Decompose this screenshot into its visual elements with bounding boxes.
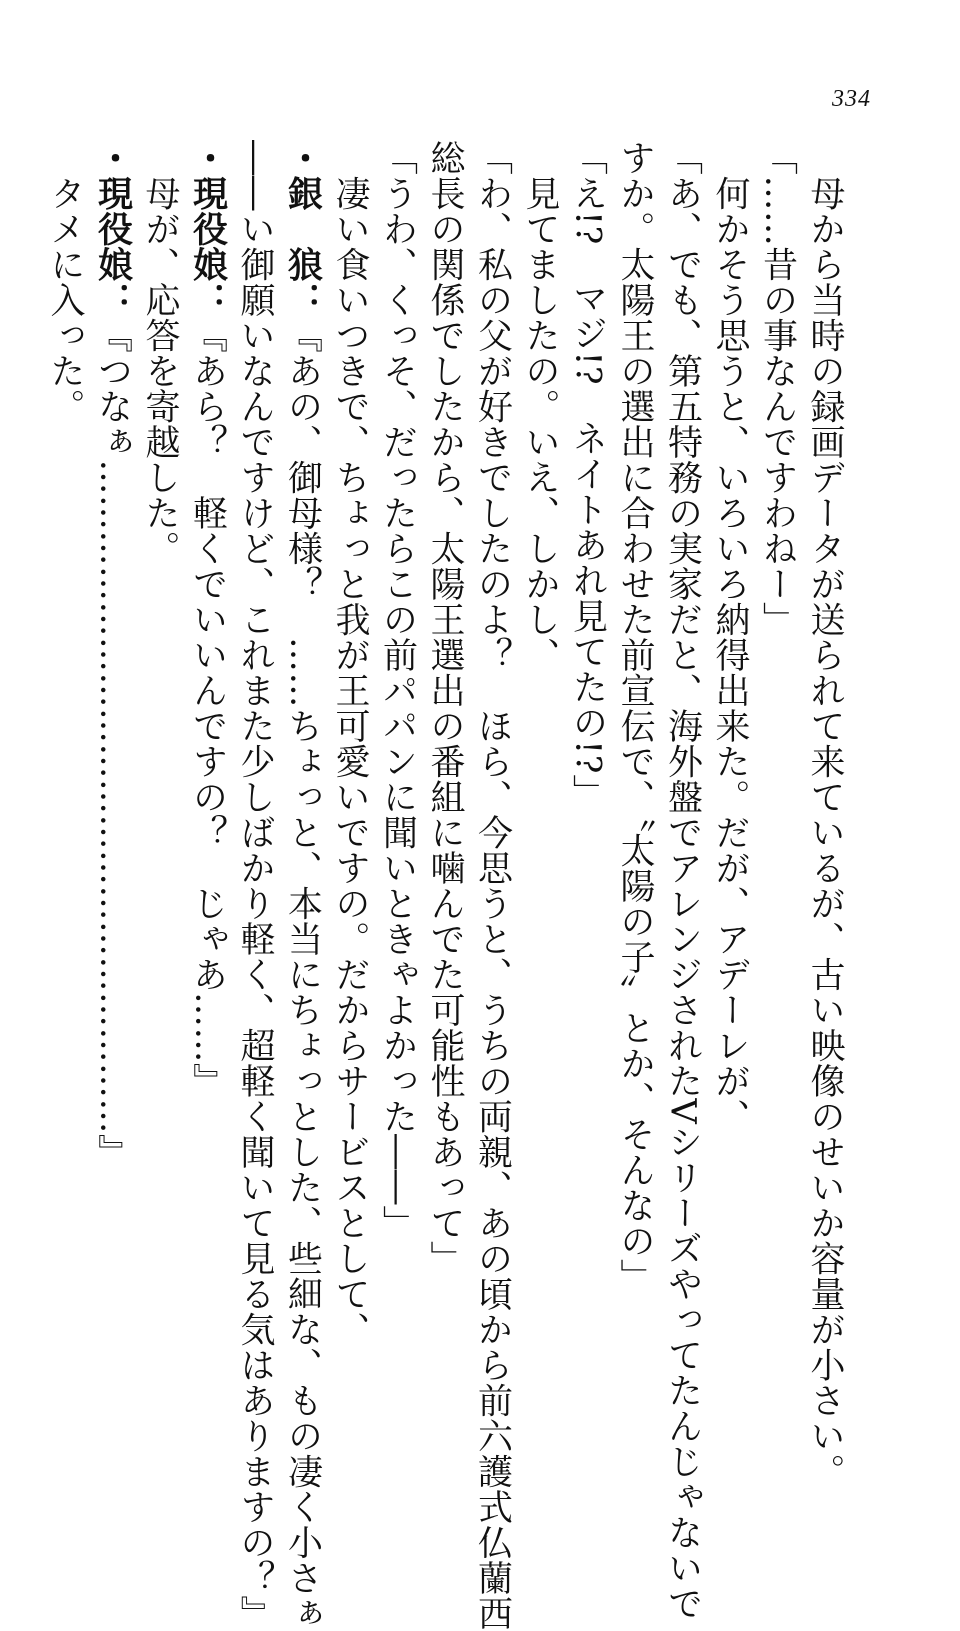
text-line: すか。太陽王の選出に合わせた前宣伝で、〝太陽の子〟とか、そんなの」 [611,140,659,1280]
text-line: タメに入った。 [41,140,89,1280]
dialogue-line [183,140,231,1280]
text-line: 母から当時の録画データが送られて来ているが、古い映像のせいか容量が小さい。 [801,140,849,1280]
speaker-name: ・銀 狼： [283,140,323,318]
speaker-name: ・現役娘： [93,140,133,318]
speaker-name: ・現役娘： [188,140,228,318]
text-line: 「うわ、くっそ、だったらこの前パパンに聞いときゃよかった――」 [373,140,421,1280]
text-line: 「……昔の事なんですわねー」 [753,140,801,1280]
page-number: 334 [832,86,871,113]
text-line: 母が、応答を寄越した。 [136,140,184,1280]
dialogue-text: 『あら？ 軽くでいいんですの？ じゃあ……』 [188,318,228,1099]
dialogue-line [278,140,326,1280]
text-line: 凄い食いつきで、ちょっと我が王可愛いですの。だからサービスとして、 [326,140,374,1280]
dialogue-text: 『あの、御母様？ ……ちょっと、本当にちょっとした、些細な、もの凄く小さぁ [283,318,323,1631]
text-line: 「わ、私の父が好きでしたのよ？ ほら、今思うと、うちの両親、あの頃から前六護式仏蘭西 [468,140,516,1280]
text-line: 見てましたの。いえ、しかし、 [516,140,564,1280]
text-line: 総長の関係でしたから、太陽王選出の番組に噛んでた可能性もあって」 [421,140,469,1280]
dialogue-text: 『つなぁ…………………………………………………』 [93,318,133,1170]
text-line: 「え!? マジ!? ネイトあれ見てたの!?」 [563,140,611,1280]
text-line: ――い御願いなんですけど、これまた少しばかり軽く、超軽く聞いて見る気はありますの？』 [231,140,279,1280]
dialogue-line [88,140,136,1280]
text-line: 「あ、でも、第五特務の実家だと、海外盤でアレンジされたVシリーズやってたんじゃないで [658,140,706,1280]
vertical-text-body [88,140,848,1280]
text-line: 何かそう思うと、いろいろ納得出来た。だが、アデーレが、 [706,140,754,1280]
